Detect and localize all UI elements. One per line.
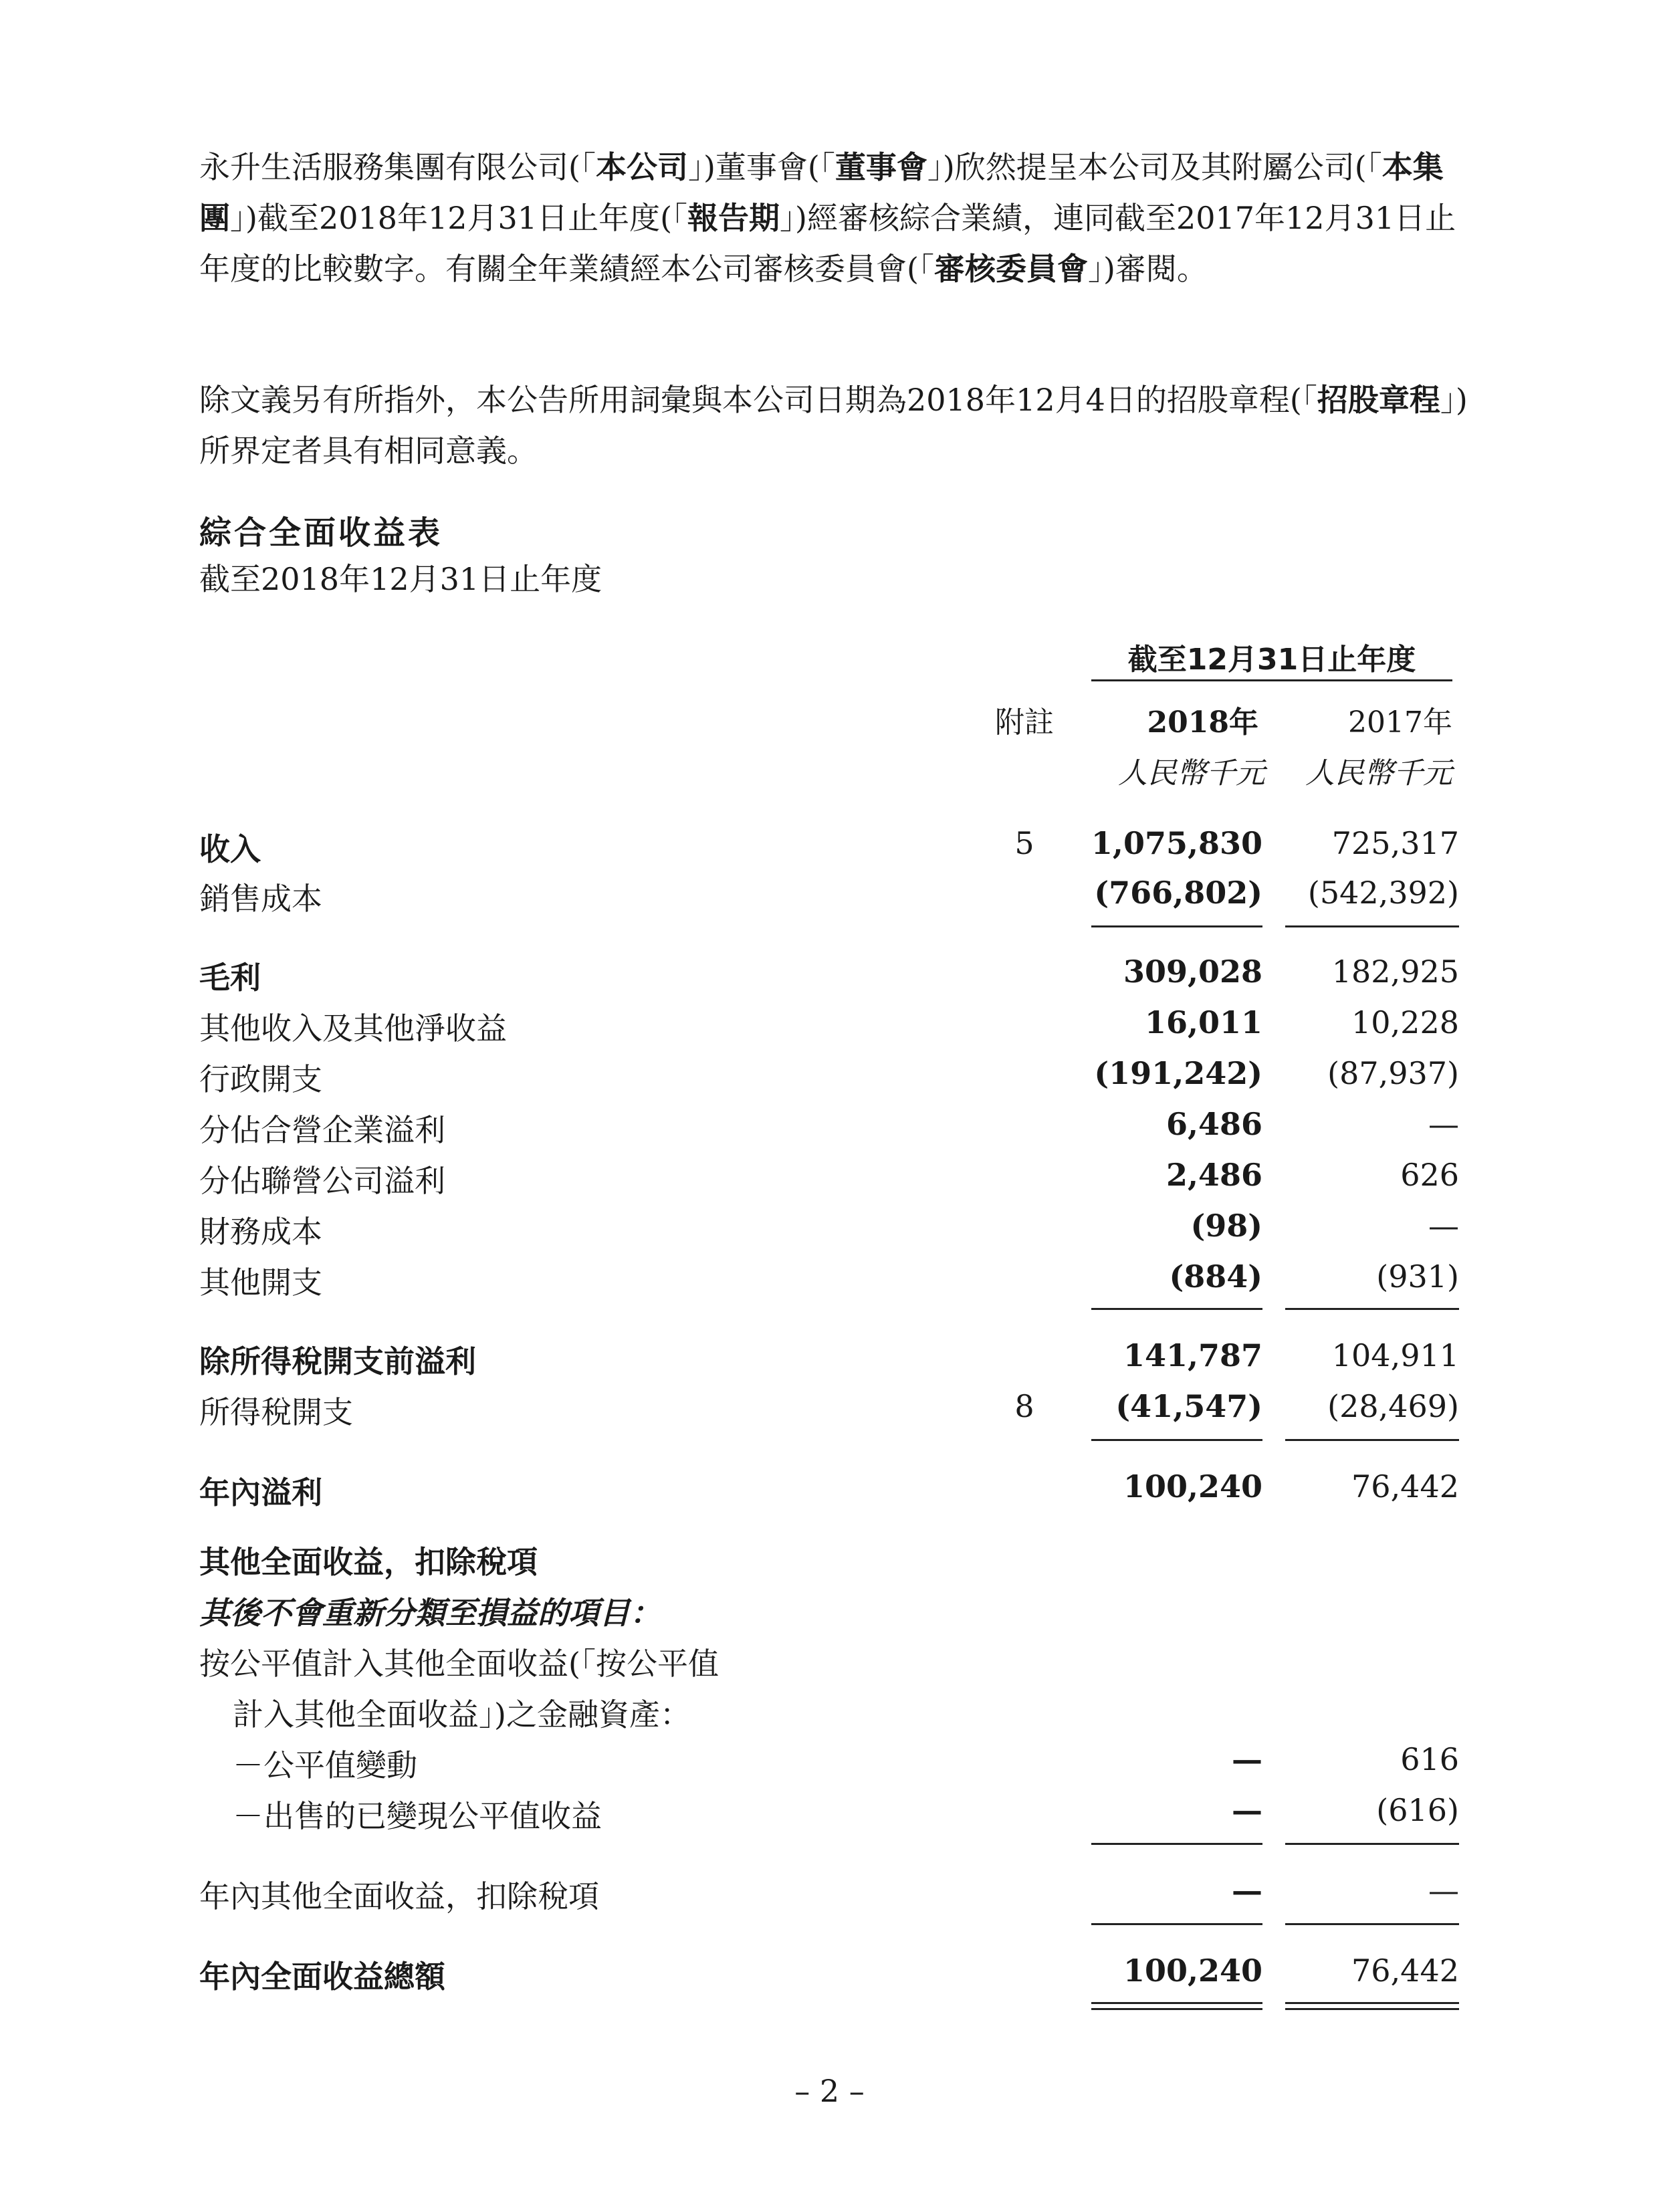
subtotal-rule-2017	[1285, 1308, 1459, 1310]
row-label: 行政開支	[199, 1061, 322, 1097]
header-year-2018: 2018年	[1147, 705, 1258, 740]
intro-paragraph-1: 永升生活服務集團有限公司(「本公司」)董事會(「董事會」)欣然提呈本公司及其附屬公司(「本集團」)截至2018年12月31日止年度(「報告期」)經審核綜合業績，連同截至2017年12月31日止年度的比較數字。有關全年業績經本公司審核委員會(「審核委員會」)審閱。	[199, 149, 1456, 287]
row-value-2018: (884)	[1169, 1258, 1262, 1295]
row-value-2018: 16,011	[1144, 1004, 1262, 1040]
table-row	[0, 1589, 1659, 1636]
total-double-rule-2018	[1091, 2002, 1262, 2010]
table-row	[0, 1337, 1659, 1384]
row-value-2018: (766,802)	[1094, 875, 1262, 911]
row-label: 除所得稅開支前溢利	[199, 1343, 476, 1379]
subtotal-rule-2017	[1285, 1439, 1459, 1441]
row-value-2018: (41,547)	[1115, 1388, 1262, 1424]
table-row	[0, 1953, 1659, 1999]
subtotal-rule-2017	[1285, 1923, 1459, 1925]
row-label: 收入	[199, 831, 261, 867]
row-value-2018: —	[1232, 1792, 1262, 1828]
row-label: 財務成本	[199, 1214, 322, 1250]
row-label: －公平值變動	[233, 1747, 417, 1783]
table-row	[0, 1004, 1659, 1051]
row-label: 其他收入及其他淨收益	[199, 1010, 507, 1046]
table-row	[0, 1468, 1659, 1515]
subtotal-rule-2018	[1091, 1308, 1262, 1310]
row-value-2018: 309,028	[1123, 954, 1262, 990]
header-period: 截至12月31日止年度	[1127, 643, 1416, 677]
row-value-2018: —	[1232, 1872, 1262, 1908]
page-number: – 2 –	[794, 2073, 865, 2109]
row-value-2017: (28,469)	[1327, 1388, 1459, 1424]
table-row	[0, 1388, 1659, 1435]
row-value-2017: 76,442	[1351, 1468, 1459, 1505]
subtotal-rule-2018	[1091, 1439, 1262, 1441]
row-value-2017: 616	[1400, 1741, 1459, 1777]
subtotal-rule-2018	[1091, 1923, 1262, 1925]
row-value-2018: —	[1232, 1741, 1262, 1777]
row-label: 毛利	[199, 960, 261, 996]
header-note-label: 附註	[995, 705, 1054, 740]
table-row	[0, 1872, 1659, 1919]
row-label: 年內全面收益總額	[199, 1959, 445, 1995]
subtotal-rule-2017	[1285, 925, 1459, 927]
row-value-2017: 10,228	[1351, 1004, 1459, 1040]
row-value-2018: 1,075,830	[1091, 825, 1262, 861]
row-note: 8	[1014, 1388, 1034, 1424]
table-row	[0, 1055, 1659, 1102]
table-row	[0, 1106, 1659, 1153]
row-value-2017: 725,317	[1331, 825, 1459, 861]
row-label: 其他全面收益，扣除稅項	[199, 1544, 538, 1580]
total-double-rule-2017	[1285, 2002, 1459, 2010]
table-row	[0, 825, 1659, 872]
row-label: 其他開支	[199, 1264, 322, 1301]
row-note: 5	[1014, 825, 1034, 861]
table-row	[0, 1792, 1659, 1839]
row-label: 年內其他全面收益，扣除稅項	[199, 1878, 599, 1914]
row-label: 按公平值計入其他全面收益(「按公平值	[199, 1646, 719, 1682]
row-value-2017: 626	[1400, 1157, 1459, 1193]
header-year-2017: 2017年	[1348, 705, 1452, 740]
intro-paragraph-2: 除文義另有所指外，本公告所用詞彙與本公司日期為2018年12月4日的招股章程(「招股章程」)所界定者具有相同意義。	[199, 382, 1468, 469]
row-value-2017: —	[1428, 1208, 1459, 1244]
subtotal-rule-2017	[1285, 1843, 1459, 1845]
row-value-2018: (98)	[1190, 1208, 1262, 1244]
row-value-2018: 100,240	[1123, 1468, 1262, 1505]
subtotal-rule-2018	[1091, 1843, 1262, 1845]
table-row	[0, 1258, 1659, 1305]
row-value-2017: (542,392)	[1307, 875, 1459, 911]
table-row	[0, 1538, 1659, 1585]
table-row	[0, 875, 1659, 921]
table-row	[0, 1741, 1659, 1788]
row-value-2017: (931)	[1376, 1258, 1459, 1295]
table-row	[0, 1157, 1659, 1204]
subtotal-rule-2018	[1091, 925, 1262, 927]
row-label: 年內溢利	[199, 1474, 322, 1511]
row-label: 分佔聯營公司溢利	[199, 1163, 445, 1199]
row-label: －出售的已變現公平值收益	[233, 1798, 602, 1834]
row-label: 銷售成本	[199, 881, 322, 917]
row-value-2017: (616)	[1376, 1792, 1459, 1828]
row-value-2017: 104,911	[1331, 1337, 1459, 1373]
table-row	[0, 954, 1659, 1000]
row-value-2017: (87,937)	[1327, 1055, 1459, 1091]
row-value-2018: (191,242)	[1094, 1055, 1262, 1091]
table-row	[0, 1208, 1659, 1254]
row-value-2017: —	[1428, 1106, 1459, 1142]
table-row	[0, 1640, 1659, 1686]
row-value-2017: 76,442	[1351, 1953, 1459, 1989]
row-value-2018: 6,486	[1166, 1106, 1262, 1142]
row-label: 所得稅開支	[199, 1394, 353, 1430]
statement-title: 綜合全面收益表	[199, 514, 443, 552]
table-row	[0, 1690, 1659, 1737]
statement-subtitle: 截至2018年12月31日止年度	[199, 561, 602, 597]
header-currency-2018: 人民幣千元	[1118, 756, 1265, 790]
header-currency-2017: 人民幣千元	[1305, 756, 1452, 790]
row-value-2017: —	[1428, 1872, 1459, 1908]
header-rule	[1091, 679, 1452, 681]
row-value-2018: 141,787	[1123, 1337, 1262, 1373]
row-value-2018: 100,240	[1123, 1953, 1262, 1989]
row-label: 分佔合營企業溢利	[199, 1112, 445, 1148]
row-value-2018: 2,486	[1166, 1157, 1262, 1193]
row-label: 計入其他全面收益」)之金融資產：	[233, 1696, 691, 1733]
row-label: 其後不會重新分類至損益的項目：	[199, 1595, 661, 1631]
row-value-2017: 182,925	[1331, 954, 1459, 990]
